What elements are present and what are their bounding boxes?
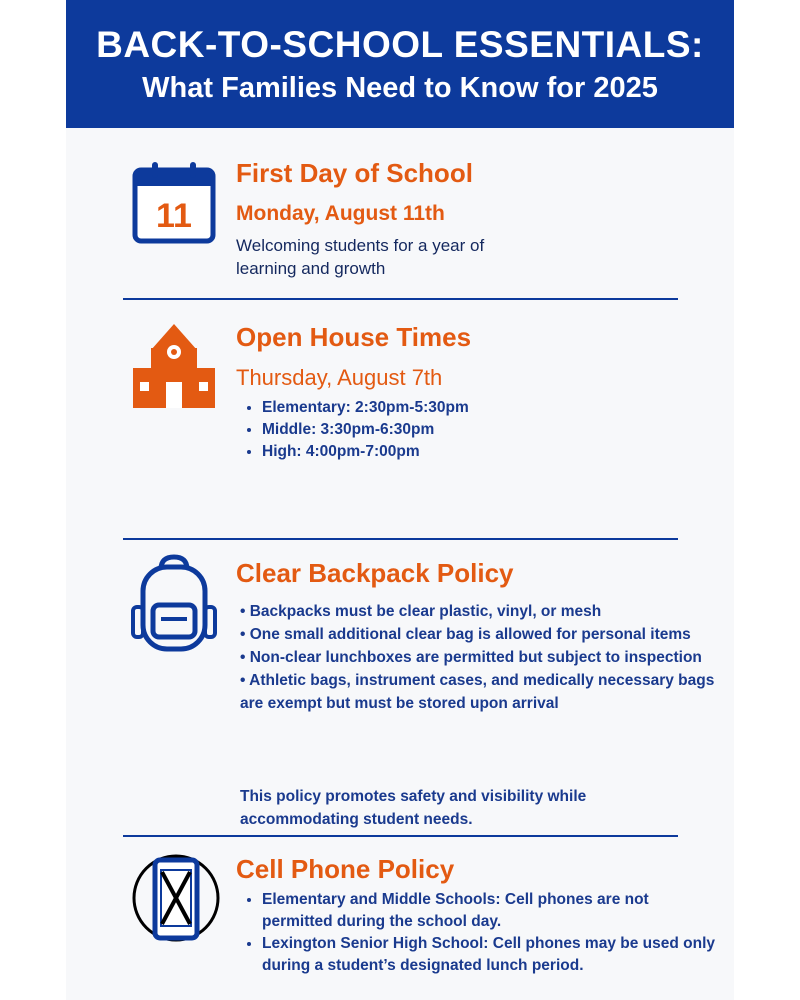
first-day-heading: First Day of School [236, 158, 473, 188]
backpack-heading: Clear Backpack Policy [236, 558, 514, 588]
backpack-icon [131, 553, 217, 653]
list-item: • Athletic bags, instrument cases, and medically necessary bags are exempt but must be stored upon arrival [240, 672, 715, 712]
section-divider [123, 835, 678, 837]
page-subtitle: What Families Need to Know for 2025 [142, 72, 658, 104]
header-banner [66, 0, 734, 128]
page-title: BACK-TO-SCHOOL ESSENTIALS: [96, 24, 704, 65]
section-divider [123, 538, 678, 540]
list-item: • Elementary: 2:30pm-5:30pm [262, 397, 469, 419]
open-house-heading: Open House Times [236, 322, 472, 352]
list-item: • High: 4:00pm-7:00pm [262, 441, 469, 463]
cell-phone-heading: Cell Phone Policy [236, 854, 455, 884]
first-day-description: Welcoming students for a year of learning and growth [236, 236, 485, 278]
section-divider [123, 298, 678, 300]
first-day-date: Monday, August 11th [236, 202, 445, 225]
list-item: • Lexington Senior High School: Cell phones may be used only during a student’s designated lunch period. [262, 933, 722, 977]
list-item: • Middle: 3:30pm-6:30pm [262, 419, 469, 441]
cell-phone-list [236, 889, 722, 977]
list-item: • One small additional clear bag is allowed for personal items [240, 626, 691, 643]
open-house-list [236, 397, 469, 463]
list-item: • Elementary and Middle Schools: Cell phones are not permitted during the school day. [262, 889, 722, 933]
list-item: • Backpacks must be clear plastic, vinyl, or mesh [240, 603, 602, 620]
calendar-icon [132, 160, 216, 244]
calendar-number: 11 [156, 197, 192, 235]
no-phone-icon [131, 848, 221, 948]
backpack-list [240, 600, 722, 715]
schoolhouse-icon [131, 322, 217, 410]
list-item: • Non-clear lunchboxes are permitted but subject to inspection [240, 649, 702, 666]
open-house-date: Thursday, August 7th [236, 365, 443, 390]
backpack-note: This policy promotes safety and visibility while accommodating student needs. [240, 788, 587, 828]
